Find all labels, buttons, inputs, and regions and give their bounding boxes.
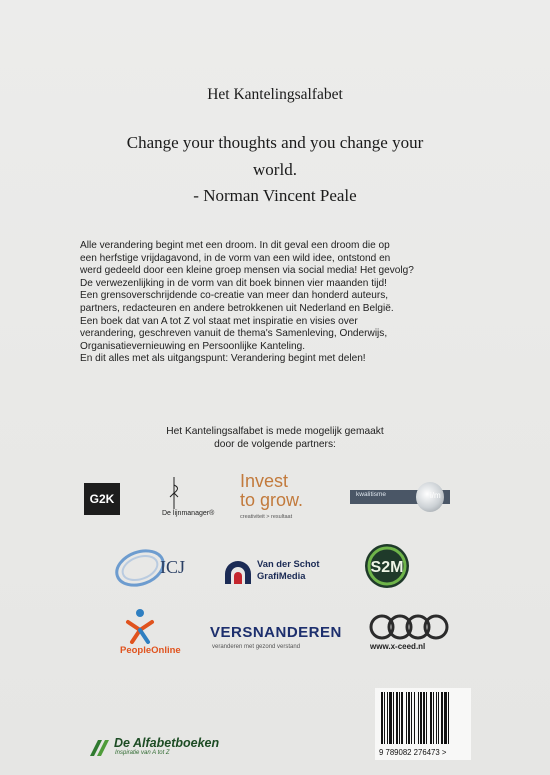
g2k-logo: [84, 483, 120, 515]
blurb-line: verandering, geschreven vanuit de thema's Samenleving, Onderwijs,: [80, 328, 388, 340]
people-online-logo: [120, 608, 200, 658]
rings-icon: [366, 612, 454, 642]
icj-logo-text: ICJ: [160, 557, 186, 577]
people-online-logo-text: PeopleOnline: [120, 645, 181, 656]
kwalitisme-logo-suffix: i/m: [430, 491, 441, 500]
lijnmanager-icon: [158, 475, 220, 511]
s2m-logo-mark: [362, 541, 412, 591]
s2m-logo-text: S2M: [370, 559, 404, 576]
partners-intro-line-1: Het Kantelingsalfabet is mede mogelijk gemaakt: [166, 426, 384, 437]
lijnmanager-logo-text: De lijnmanager®: [162, 510, 215, 517]
icj-logo: [112, 543, 217, 593]
publisher-name: De Alfabetboeken: [114, 736, 220, 750]
partners-intro-line-2: door de volgende partners:: [214, 439, 336, 450]
barcode-icon: [375, 688, 471, 746]
s2m-logo: [362, 541, 412, 591]
book-title: Het Kantelingsalfabet: [207, 86, 343, 103]
kwalitisme-logo: [350, 482, 456, 516]
blurb-line: Een grensoverschrijdende co-creatie van meer dan honderd auteurs,: [80, 290, 389, 302]
van-der-schot-logo-line-1: Van der Schot: [257, 558, 320, 569]
g2k-logo-text: G2K: [89, 492, 115, 506]
x-ceed-logo-text: www.x-ceed.nl: [370, 642, 426, 651]
quote-line-1: Change your thoughts and you change your: [126, 133, 424, 152]
invest-logo-tagline: creativiteit > resultaat: [240, 514, 293, 520]
isbn-barcode: [375, 688, 471, 760]
versnanderen-logo-text: VERSNANDEREN: [210, 624, 342, 641]
invest-logo-line-2: to grow.: [240, 490, 304, 510]
blurb-text: [80, 240, 480, 366]
versnanderen-logo: [210, 624, 340, 658]
arch-icon: [222, 556, 254, 586]
blurb-line: Een boek dat van A tot Z vol staat met inspiratie en visies over: [80, 315, 358, 327]
invest-logo-line-1: Invest: [240, 471, 289, 491]
partners-intro: [0, 425, 550, 451]
lijnmanager-logo: [158, 475, 220, 525]
blurb-line: De verwezenlijking in de vorm van dit boek binnen vier maanden tijd!: [80, 277, 387, 289]
van-der-schot-logo-line-2: GrafiMedia: [257, 570, 306, 581]
versnanderen-logo-tagline: veranderen met gezond verstand: [212, 644, 301, 650]
publisher-tagline: Inspiratie van A tot Z: [115, 750, 170, 756]
blurb-line: werd gedeeld door een kleine groep mensen via social media! Het gevolg?: [80, 265, 414, 277]
quote-line-2: world.: [253, 160, 297, 179]
isbn-digits: 9 789082 276473 >: [379, 748, 447, 757]
publisher-logo: [88, 736, 248, 768]
people-icon: [120, 608, 160, 644]
blurb-line: Organisatievernieuwing en Persoonlijke Kanteling.: [80, 340, 305, 352]
invest-to-grow-logo: [240, 472, 340, 528]
blurb-line: En dit alles met als uitgangspunt: Verandering begint met delen!: [80, 353, 366, 365]
blurb-line: een herfstige vrijdagavond, in de vorm van een wild idee, ontstond en: [80, 252, 391, 264]
quote-author: - Norman Vincent Peale: [193, 186, 357, 205]
blurb-line: partners, redacteuren en andere betrokkenen uit Nederland en België.: [80, 302, 394, 314]
x-ceed-logo: [366, 612, 454, 660]
blurb-line: Alle verandering begint met een droom. In dit geval een droom die op: [80, 240, 390, 251]
van-der-schot-logo: [222, 556, 332, 590]
book-icon: [88, 736, 112, 758]
kwalitisme-logo-text: kwalitisme: [356, 491, 386, 498]
